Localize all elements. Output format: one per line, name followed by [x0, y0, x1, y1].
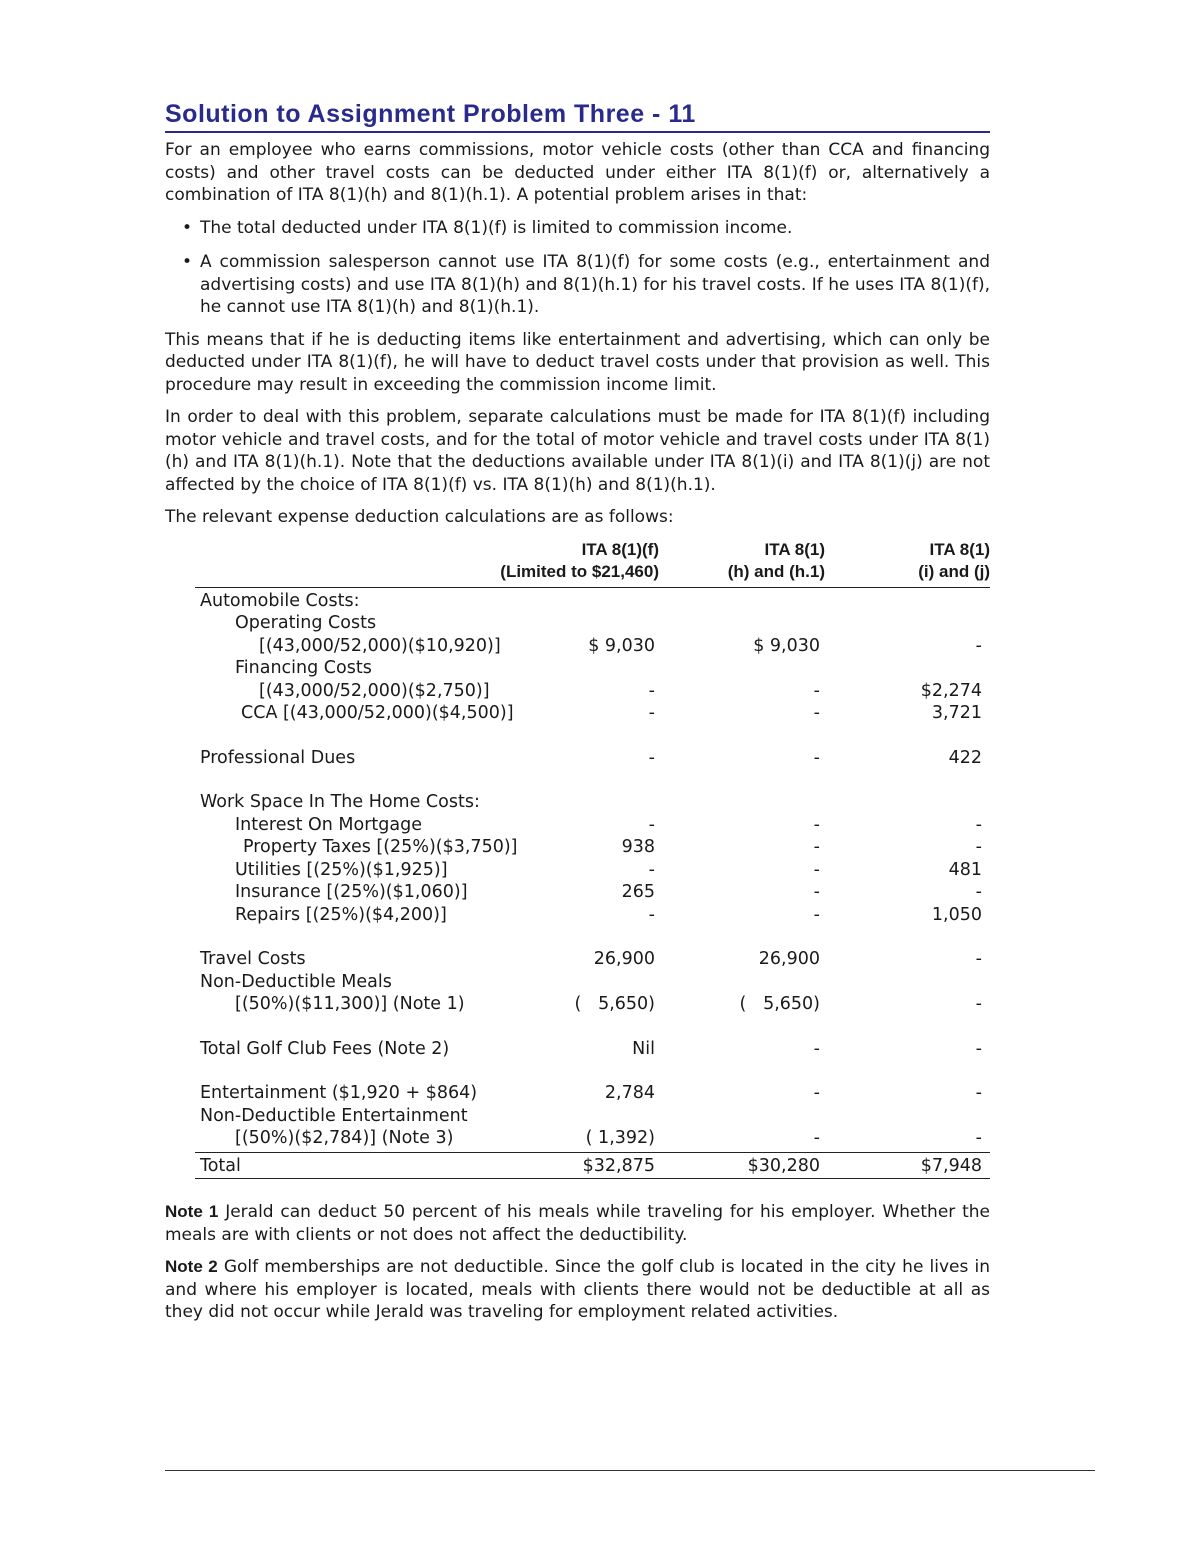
- note-2-text: Golf memberships are not deductible. Since the golf club is located in the city he lives in and where his employer is located, meals with clients there would not be deductible at all as they did not occur while Jerald was traveling for employment related activities.: [165, 1257, 990, 1322]
- note-1-text: Jerald can deduct 50 percent of his meals while traveling for his employer. Whether the meals are with clients or not does not affect the deductibility.: [165, 1202, 990, 1245]
- table-header: [195, 539, 990, 588]
- bullet-text: The total deducted under ITA 8(1)(f) is limited to commission income.: [200, 217, 793, 238]
- bullet-text: A commission salesperson cannot use ITA 8(1)(f) for some costs (e.g., entertainment and advertising costs) and use ITA 8(1)(h) and 8(1)(h.1) for his travel costs. If he uses ITA 8(1)(f), he cannot use ITA 8(1)(h) and 8(1)(h.1).: [200, 252, 990, 317]
- note-1: [165, 1201, 990, 1246]
- table-row: CCA [(43,000/52,000)($4,500)] - - 3,721: [241, 703, 982, 723]
- table-row: Professional Dues - - 422: [200, 747, 982, 768]
- table-row: Insurance [(25%)($1,060)] 265 - -: [235, 882, 982, 902]
- table-row: Entertainment ($1,920 + $864) 2,784 - -: [200, 1083, 982, 1103]
- table-row: Non-Deductible Entertainment: [200, 1105, 468, 1126]
- table-row: [(43,000/52,000)($10,920)] $ 9,030 $ 9,030 -: [259, 635, 982, 656]
- intro-paragraph: For an employee who earns commissions, motor vehicle costs (other than CCA and financing costs) and other travel costs can be deducted under either ITA 8(1)(f) or, alternatively a combination of ITA 8(1)(h) and 8(1)(h.1). A potential problem arises in that:: [165, 140, 990, 205]
- header-ita-8-1-f: ITA 8(1)(f) (Limited to $21,460): [500, 539, 659, 581]
- table-row: [(50%)($2,784)] (Note 3) ( 1,392) - -: [235, 1128, 982, 1148]
- table-row: [(50%)($11,300)] (Note 1) ( 5,650) ( 5,650) -: [235, 994, 982, 1014]
- paragraph-deduction-provision: This means that if he is deducting items like entertainment and advertising, which can only be deducted under ITA 8(1)(f), he will have to deduct travel costs under that provision as well. This procedure may result in exceeding the commission income limit.: [165, 329, 990, 395]
- page-title: Solution to Assignment Problem Three - 11: [165, 100, 990, 133]
- bullet-icon: •: [182, 217, 193, 238]
- paragraph-calculations-intro: The relevant expense deduction calculations are as follows:: [165, 507, 674, 527]
- total-row: Total $32,875 $30,280 $7,948: [195, 1152, 990, 1180]
- list-item: [165, 251, 990, 319]
- footer-divider: [165, 1470, 1095, 1471]
- table-row: Non-Deductible Meals: [200, 971, 392, 992]
- header-ita-8-1-h: ITA 8(1) (h) and (h.1): [727, 539, 825, 581]
- header-ita-8-1-i-j: ITA 8(1) (i) and (j): [918, 539, 990, 581]
- bullet-icon: •: [182, 252, 193, 272]
- bullet-list: [165, 217, 990, 319]
- note-2-label: Note 2: [165, 1257, 218, 1276]
- note-1-label: Note 1: [165, 1202, 219, 1221]
- expense-table: [195, 539, 990, 1180]
- paragraph-separate-calculations: In order to deal with this problem, separate calculations must be made for ITA 8(1)(f) including motor vehicle and travel costs, and for the total of motor vehicle and travel costs under ITA 8(1)(h) and ITA 8(1)(h.1). Note that the deductions available under ITA 8(1)(i) and ITA 8(1)(j) are not affected by the choice of ITA 8(1)(f) vs. ITA 8(1)(h) and 8(1)(h.1).: [165, 407, 990, 495]
- table-row: Financing Costs: [235, 658, 372, 678]
- table-row: Automobile Costs:: [200, 590, 360, 611]
- table-row: Interest On Mortgage - - -: [235, 814, 982, 835]
- table-row: Utilities [(25%)($1,925)] - - 481: [235, 859, 982, 880]
- table-row: [(43,000/52,000)($2,750)] - - $2,274: [259, 680, 982, 701]
- table-row: Work Space In The Home Costs:: [200, 792, 480, 812]
- table-row: Repairs [(25%)($4,200)] - - 1,050: [235, 904, 982, 925]
- table-row: Property Taxes [(25%)($3,750)] 938 - -: [243, 837, 982, 857]
- table-row: Operating Costs: [235, 613, 377, 633]
- document-page: [165, 100, 990, 1324]
- note-2: [165, 1256, 990, 1324]
- list-item: [165, 217, 990, 240]
- table-row: Total Golf Club Fees (Note 2) Nil - -: [200, 1038, 982, 1059]
- table-row: Travel Costs 26,900 26,900 -: [200, 949, 982, 969]
